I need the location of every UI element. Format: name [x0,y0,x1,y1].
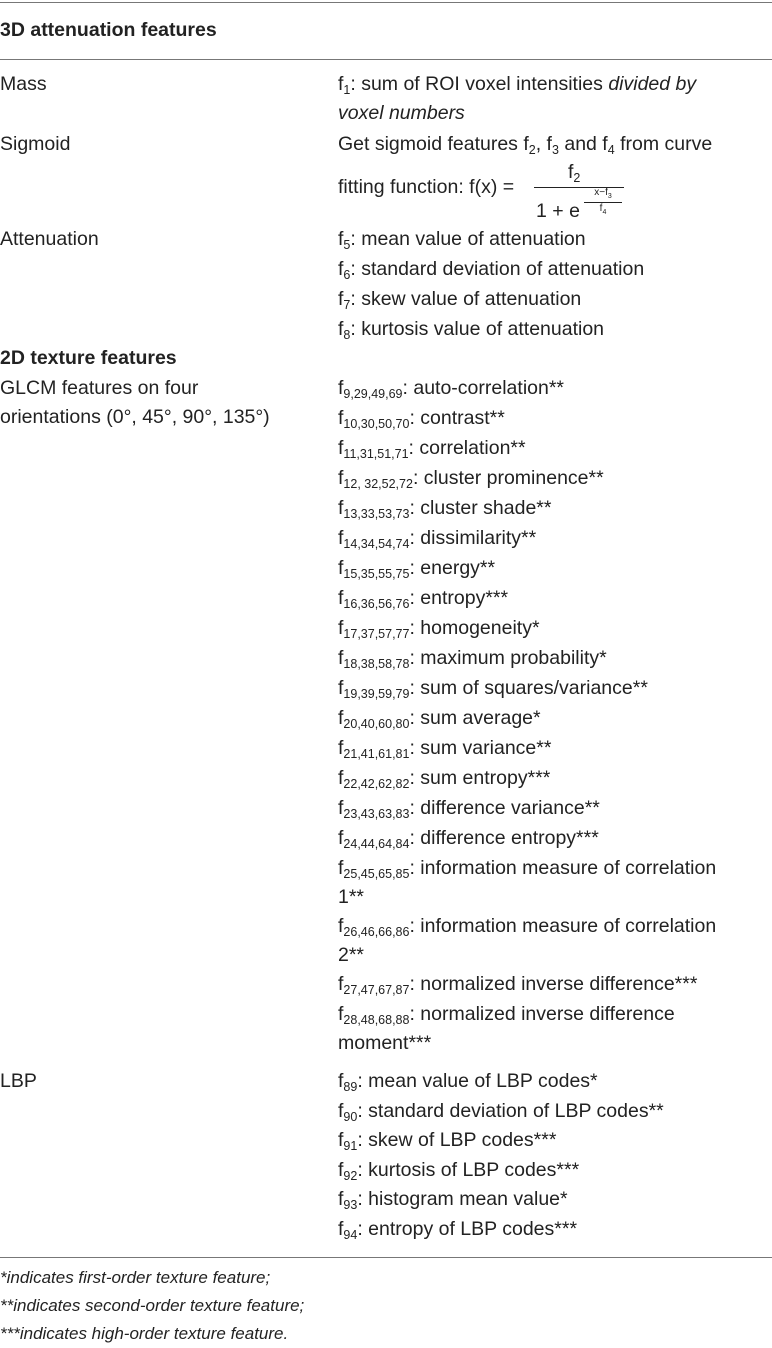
feature-index: 5 [343,238,351,252]
feature-symbol: f [338,377,344,399]
feature-item [338,1214,577,1244]
feature-index: 6 [343,268,351,282]
feature-symbol: f [338,258,344,280]
feature-symbol: f [338,1188,344,1211]
feature-item [338,703,541,733]
row-label-glcm-line2: orientations (0°, 45°, 90°, 135°) [0,406,270,428]
bottom-rule [0,1257,772,1258]
row-label-sigmoid: Sigmoid [0,133,71,155]
sigmoid-line1 [338,129,712,159]
top-rule [0,2,772,3]
feature-symbol: f [338,617,344,639]
feature-item [338,911,716,941]
feature-symbol: f [338,587,344,609]
feature-symbol: f [338,497,344,519]
feature-index: 94 [343,1228,358,1242]
feature-item [338,793,600,823]
mass-feature-line1 [338,69,696,99]
feature-description: : normalized inverse difference*** [409,973,698,995]
feature-description: : standard deviation of LBP codes** [357,1099,664,1122]
feature-index: 28,48,68,88 [343,1013,410,1027]
feature-index: 22,42,62,82 [343,777,410,791]
feature-description: : kurtosis of LBP codes*** [357,1158,580,1181]
feature-index: 25,45,65,85 [343,867,410,881]
feature-description: : entropy*** [409,587,509,609]
feature-symbol: f [338,737,344,759]
feature-item [338,853,716,883]
footnote-second-order: **indicates second-order texture feature; [0,1296,305,1315]
feature-description: : information measure of correlation [409,915,717,937]
feature-description: : cluster prominence** [412,467,604,489]
feature-index: 26,46,66,86 [343,925,410,939]
mass-f: f [338,73,344,95]
feature-symbol: f [338,407,344,429]
feature-symbol: f [338,767,344,789]
feature-description: : auto-correlation** [402,377,565,399]
section-heading-3d-attenuation: 3D attenuation features [0,19,217,41]
feature-description: : sum average* [409,707,541,729]
exp-den-text: f [599,203,603,214]
exp-num-sub: 3 [607,193,612,200]
sigmoid-s3: 4 [607,143,615,157]
feature-index: 11,31,51,71 [343,447,409,461]
sigmoid-exponent [584,187,622,218]
feature-symbol: f [338,1070,344,1092]
row-label-mass: Mass [0,73,47,95]
footnote-high-order: ***indicates high-order texture feature. [0,1324,289,1343]
sigmoid-s1: 2 [528,143,536,157]
sigmoid-denominator: 1 + e [536,200,580,222]
feature-item [338,373,564,403]
feature-index: 15,35,55,75 [343,567,410,581]
feature-index: 92 [343,1168,358,1183]
feature-index: 7 [343,298,351,312]
feature-symbol: f [338,557,344,579]
footnote-first-order: *indicates first-order texture feature; [0,1268,271,1287]
feature-item [338,493,551,523]
feature-description: : skew of LBP codes*** [357,1129,557,1152]
feature-symbol: f [338,1003,344,1025]
feature-item [338,254,644,284]
feature-index: 21,41,61,81 [343,747,410,761]
feature-description: : energy** [409,557,496,579]
feature-symbol: f [338,1099,344,1122]
feature-item [338,433,526,463]
mass-sub: 1 [343,83,351,97]
feature-index: 12, 32,52,72 [343,477,413,491]
feature-symbol: f [338,827,344,849]
feature-index: 14,34,54,74 [343,537,410,551]
feature-symbol: f [338,647,344,669]
feature-symbol: f [338,1158,344,1181]
row-label-lbp: LBP [0,1070,37,1092]
feature-item-continuation: 1** [338,886,365,908]
feature-item [338,969,697,999]
feature-description: : difference entropy*** [409,827,599,849]
feature-description: : normalized inverse difference [409,1003,675,1025]
feature-description: : histogram mean value* [357,1188,568,1211]
feature-symbol: f [338,707,344,729]
feature-symbol: f [338,915,344,937]
feature-symbol: f [338,677,344,699]
feature-description: : contrast** [409,407,505,429]
feature-index: 23,43,63,83 [343,807,410,821]
feature-item [338,403,505,433]
feature-description: : sum of squares/variance** [409,677,648,699]
feature-item [338,1184,568,1214]
feature-symbol: f [338,1218,344,1240]
feature-symbol: f [338,437,344,459]
mass-italic-1: divided by [608,73,697,95]
sigmoid-numerator [568,161,580,184]
feature-index: 10,30,50,70 [343,417,410,431]
feature-description: : cluster shade** [409,497,552,519]
feature-description: : mean value of LBP codes* [357,1070,598,1092]
feature-symbol: f [338,1129,344,1152]
feature-description: : correlation** [408,437,526,459]
feature-item [338,224,586,254]
feature-item [338,284,581,314]
feature-symbol: f [338,228,344,250]
feature-description: : information measure of correlation [409,857,717,879]
feature-item [338,463,604,493]
feature-description: : kurtosis value of attenuation [350,318,605,340]
feature-description: : homogeneity* [409,617,540,639]
feature-index: 27,47,67,87 [343,983,410,997]
feature-description: : mean value of attenuation [350,228,586,250]
mass-feature-line2 [338,98,465,128]
exp-den [584,203,622,218]
feature-symbol: f [338,527,344,549]
feature-item [338,613,540,643]
feature-symbol: f [338,973,344,995]
num-sub: 2 [573,171,581,185]
feature-index: 20,40,60,80 [343,717,410,731]
sigmoid-line2: fitting function: f(x) = [338,176,515,198]
feature-index: 17,37,57,77 [343,627,410,641]
feature-description: : maximum probability* [409,647,607,669]
exp-den-sub: 4 [602,209,607,216]
sigmoid-t3: and f [558,133,608,155]
feature-index: 24,44,64,84 [343,837,410,851]
feature-item [338,314,604,344]
exp-num-text: x−f [594,187,608,198]
row-label-attenuation: Attenuation [0,228,99,250]
feature-index: 18,38,58,78 [343,657,410,671]
feature-description: : sum variance** [409,737,552,759]
feature-index: 8 [343,328,351,342]
feature-description: : dissimilarity** [409,527,537,549]
sigmoid-s2: 3 [551,143,559,157]
feature-item [338,583,508,613]
feature-item [338,823,599,853]
feature-index: 16,36,56,76 [343,597,410,611]
feature-symbol: f [338,797,344,819]
feature-description: : difference variance** [409,797,600,819]
header-rule [0,59,772,60]
feature-index: 19,39,59,79 [343,687,410,701]
sigmoid-t1: Get sigmoid features f [338,133,529,155]
feature-item [338,733,551,763]
feature-index: 91 [343,1139,358,1154]
feature-description: : sum entropy*** [409,767,551,789]
feature-item-continuation: moment*** [338,1032,432,1054]
sigmoid-t4: from curve [614,133,713,155]
feature-symbol: f [338,288,344,310]
feature-index: 9,29,49,69 [343,387,403,401]
feature-index: 90 [343,1109,358,1124]
mass-text: : sum of ROI voxel intensities [350,73,609,95]
feature-item [338,553,495,583]
feature-item [338,1066,598,1096]
feature-item [338,999,675,1029]
feature-symbol: f [338,467,344,489]
section-heading-2d-texture: 2D texture features [0,347,177,369]
feature-item [338,1155,579,1185]
feature-description: : standard deviation of attenuation [350,258,645,280]
mass-italic-2: voxel numbers [338,102,465,124]
feature-item [338,673,648,703]
feature-item [338,763,550,793]
feature-description: : skew value of attenuation [350,288,582,310]
feature-symbol: f [338,318,344,340]
feature-item [338,1125,556,1155]
feature-item [338,643,607,673]
sigmoid-t2: , f [535,133,552,155]
feature-index: 93 [343,1198,358,1213]
feature-item [338,523,536,553]
feature-description: : entropy of LBP codes*** [357,1218,578,1240]
feature-symbol: f [338,857,344,879]
feature-index: 89 [343,1080,358,1094]
feature-item [338,1096,664,1126]
row-label-glcm-line1: GLCM features on four [0,377,199,399]
num-f: f [568,161,574,183]
feature-index: 13,33,53,73 [343,507,410,521]
exp-num [584,187,622,203]
feature-item-continuation: 2** [338,944,365,966]
